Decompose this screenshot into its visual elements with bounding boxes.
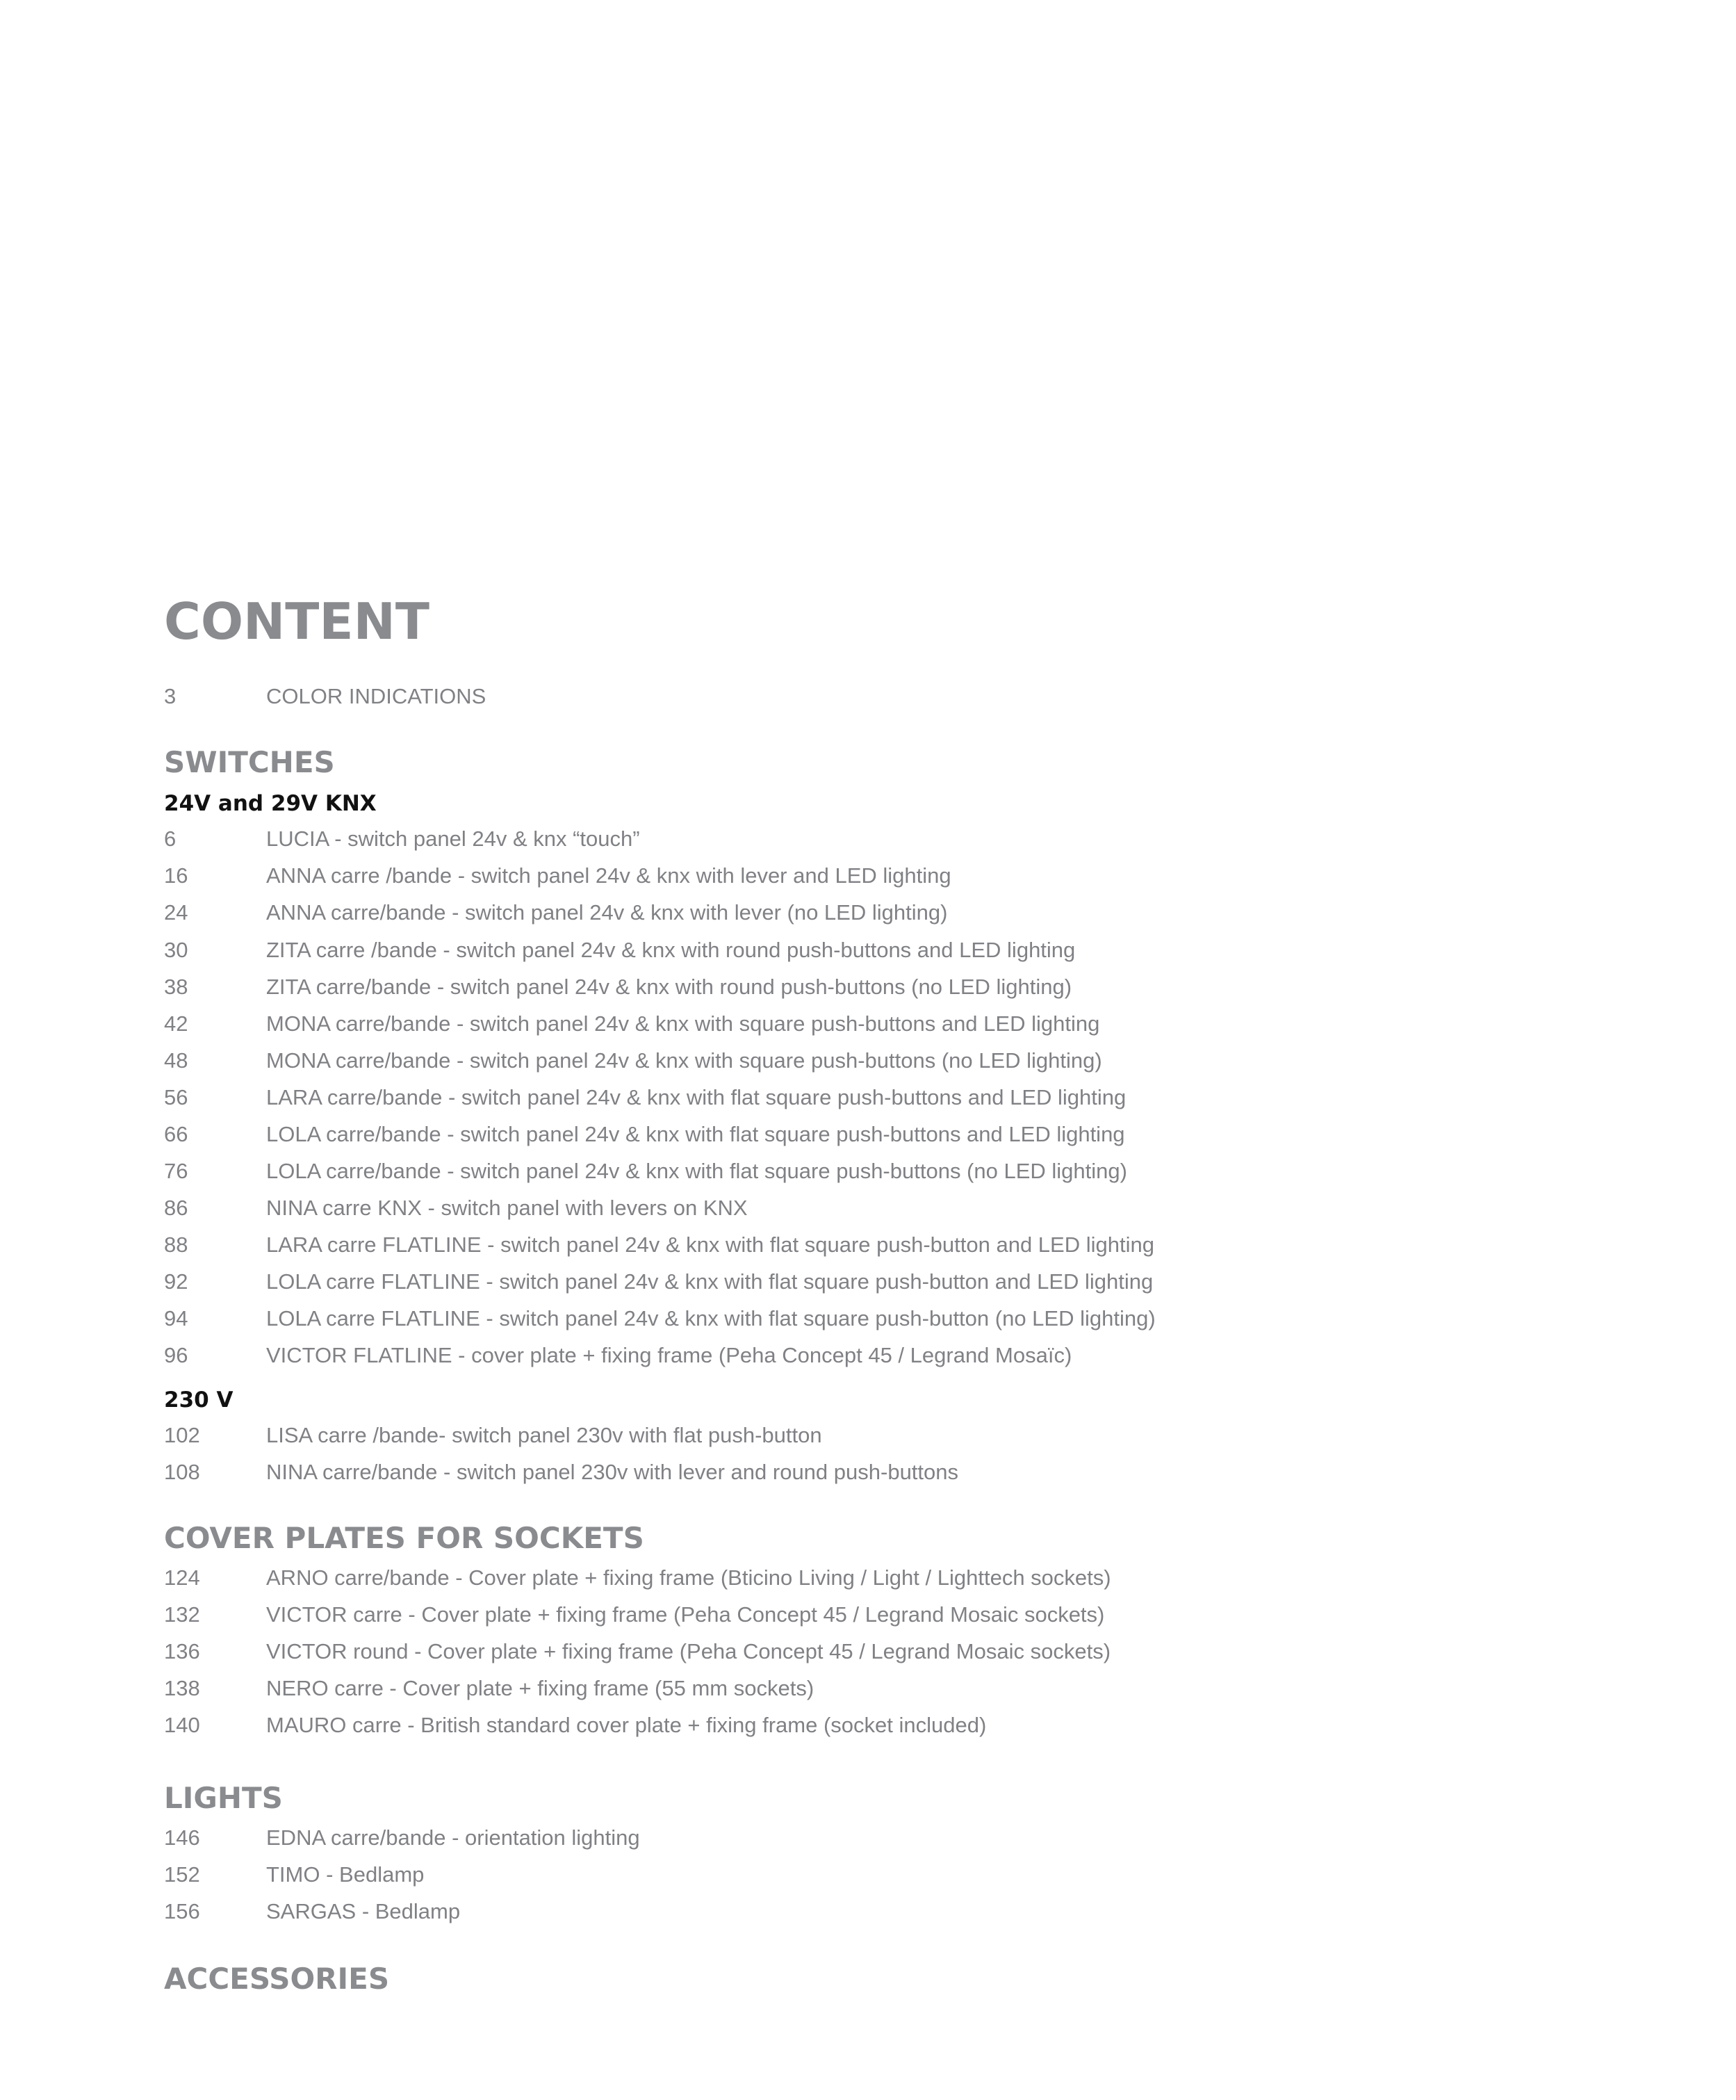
toc-page-number: 102 xyxy=(164,1423,200,1447)
section-heading-switches: SWITCHES xyxy=(164,745,335,779)
toc-entry[interactable] xyxy=(0,1565,1736,1602)
toc-page-number: 16 xyxy=(164,863,188,888)
toc-page-number: 136 xyxy=(164,1639,200,1663)
toc-entry[interactable] xyxy=(0,1011,1736,1048)
section-heading-cover-plates: COVER PLATES FOR SOCKETS xyxy=(164,1521,644,1555)
toc-entry[interactable] xyxy=(0,827,1736,863)
toc-page-number: 124 xyxy=(164,1565,200,1590)
toc-entry-label: ANNA carre /bande - switch panel 24v & knx with lever and LED lighting xyxy=(266,863,951,888)
toc-entry-label: SARGAS - Bedlamp xyxy=(266,1899,461,1923)
toc-page-number: 138 xyxy=(164,1676,200,1700)
toc-entry[interactable] xyxy=(0,1085,1736,1122)
toc-page-number: 30 xyxy=(164,938,188,962)
toc-page-number: 86 xyxy=(164,1196,188,1220)
toc-entry[interactable] xyxy=(0,684,1736,721)
toc-page-number: 48 xyxy=(164,1048,188,1073)
toc-entry-label: VICTOR round - Cover plate + fixing frame (Peha Concept 45 / Legrand Mosaic sockets) xyxy=(266,1639,1111,1663)
toc-entry[interactable] xyxy=(0,938,1736,975)
toc-page-number: 140 xyxy=(164,1713,200,1737)
toc-entry-label: VICTOR FLATLINE - cover plate + fixing frame (Peha Concept 45 / Legrand Mosaïc) xyxy=(266,1343,1072,1367)
toc-page-number: 6 xyxy=(164,827,177,851)
toc-page-number: 24 xyxy=(164,900,188,925)
toc-entry[interactable] xyxy=(0,1602,1736,1639)
toc-page-number: 38 xyxy=(164,975,188,999)
toc-page-number: 94 xyxy=(164,1306,188,1330)
toc-entry[interactable] xyxy=(0,1899,1736,1936)
toc-page-number: 156 xyxy=(164,1899,200,1923)
toc-page-number: 92 xyxy=(164,1269,188,1294)
toc-entry-label: LOLA carre FLATLINE - switch panel 24v & knx with flat square push-button and LED lighting xyxy=(266,1269,1154,1294)
toc-page-number: 76 xyxy=(164,1159,188,1183)
toc-entry-label: ZITA carre/bande - switch panel 24v & knx with round push-buttons (no LED lighting) xyxy=(266,975,1072,999)
toc-entry[interactable] xyxy=(0,1122,1736,1159)
toc-entry-label: LOLA carre/bande - switch panel 24v & knx with flat square push-buttons (no LED lighting) xyxy=(266,1159,1127,1183)
toc-entry-label: LARA carre/bande - switch panel 24v & knx with flat square push-buttons and LED lighting xyxy=(266,1085,1127,1109)
toc-page-number: 56 xyxy=(164,1085,188,1109)
toc-entry-label: MAURO carre - British standard cover plate + fixing frame (socket included) xyxy=(266,1713,987,1737)
toc-entry[interactable] xyxy=(0,1306,1736,1343)
toc-entry[interactable] xyxy=(0,1862,1736,1899)
toc-entry-label: LUCIA - switch panel 24v & knx “touch” xyxy=(266,827,640,851)
toc-entry[interactable] xyxy=(0,1825,1736,1862)
subsection-heading-24v: 24V and 29V KNX xyxy=(164,791,377,816)
toc-entry[interactable] xyxy=(0,1048,1736,1085)
toc-entry[interactable] xyxy=(0,1460,1736,1497)
toc-entry[interactable] xyxy=(0,1423,1736,1460)
toc-entry-label: VICTOR carre - Cover plate + fixing frame (Peha Concept 45 / Legrand Mosaic sockets) xyxy=(266,1602,1105,1627)
toc-entry-label: LISA carre /bande- switch panel 230v with flat push-button xyxy=(266,1423,822,1447)
toc-entry[interactable] xyxy=(0,1232,1736,1269)
toc-entry[interactable] xyxy=(0,863,1736,900)
toc-page-number: 66 xyxy=(164,1122,188,1146)
toc-entry-label: MONA carre/bande - switch panel 24v & knx with square push-buttons (no LED lighting) xyxy=(266,1048,1102,1073)
toc-entry-label: TIMO - Bedlamp xyxy=(266,1862,425,1887)
toc-entry-label: LOLA carre/bande - switch panel 24v & knx with flat square push-buttons and LED lighting xyxy=(266,1122,1125,1146)
toc-entry[interactable] xyxy=(0,900,1736,937)
toc-page-number: 88 xyxy=(164,1232,188,1257)
toc-page-number: 146 xyxy=(164,1825,200,1850)
toc-page-number: 108 xyxy=(164,1460,200,1484)
toc-page-number: 152 xyxy=(164,1862,200,1887)
toc-entry-label: LARA carre FLATLINE - switch panel 24v & knx with flat square push-button and LED lighting xyxy=(266,1232,1154,1257)
toc-page-number: 96 xyxy=(164,1343,188,1367)
toc-entry-label: MONA carre/bande - switch panel 24v & knx with square push-buttons and LED lighting xyxy=(266,1011,1100,1036)
toc-entry[interactable] xyxy=(0,1269,1736,1306)
toc-entry[interactable] xyxy=(0,1713,1736,1750)
toc-entry-label: NERO carre - Cover plate + fixing frame (55 mm sockets) xyxy=(266,1676,814,1700)
toc-entry-label: NINA carre KNX - switch panel with levers on KNX xyxy=(266,1196,748,1220)
toc-entry[interactable] xyxy=(0,1159,1736,1196)
toc-entry-label: EDNA carre/bande - orientation lighting xyxy=(266,1825,640,1850)
toc-entry-label: COLOR INDICATIONS xyxy=(266,684,486,708)
toc-page-number: 3 xyxy=(164,684,177,708)
section-heading-accessories: ACCESSORIES xyxy=(164,1962,390,1996)
toc-page-number: 42 xyxy=(164,1011,188,1036)
toc-entry-label: ZITA carre /bande - switch panel 24v & knx with round push-buttons and LED lighting xyxy=(266,938,1076,962)
toc-entry-label: LOLA carre FLATLINE - switch panel 24v & knx with flat square push-button (no LED lighting) xyxy=(266,1306,1156,1330)
toc-entry[interactable] xyxy=(0,1639,1736,1676)
toc-entry[interactable] xyxy=(0,1343,1736,1380)
subsection-heading-230v: 230 V xyxy=(164,1387,234,1413)
section-heading-lights: LIGHTS xyxy=(164,1781,283,1815)
toc-entry[interactable] xyxy=(0,1676,1736,1713)
toc-entry[interactable] xyxy=(0,1196,1736,1232)
toc-entry[interactable] xyxy=(0,975,1736,1011)
page-title: CONTENT xyxy=(164,592,429,651)
toc-entry-label: NINA carre/bande - switch panel 230v with lever and round push-buttons xyxy=(266,1460,959,1484)
toc-page-number: 132 xyxy=(164,1602,200,1627)
toc-entry-label: ARNO carre/bande - Cover plate + fixing frame (Bticino Living / Light / Lighttech sockets) xyxy=(266,1565,1111,1590)
toc-entry-label: ANNA carre/bande - switch panel 24v & knx with lever (no LED lighting) xyxy=(266,900,948,925)
